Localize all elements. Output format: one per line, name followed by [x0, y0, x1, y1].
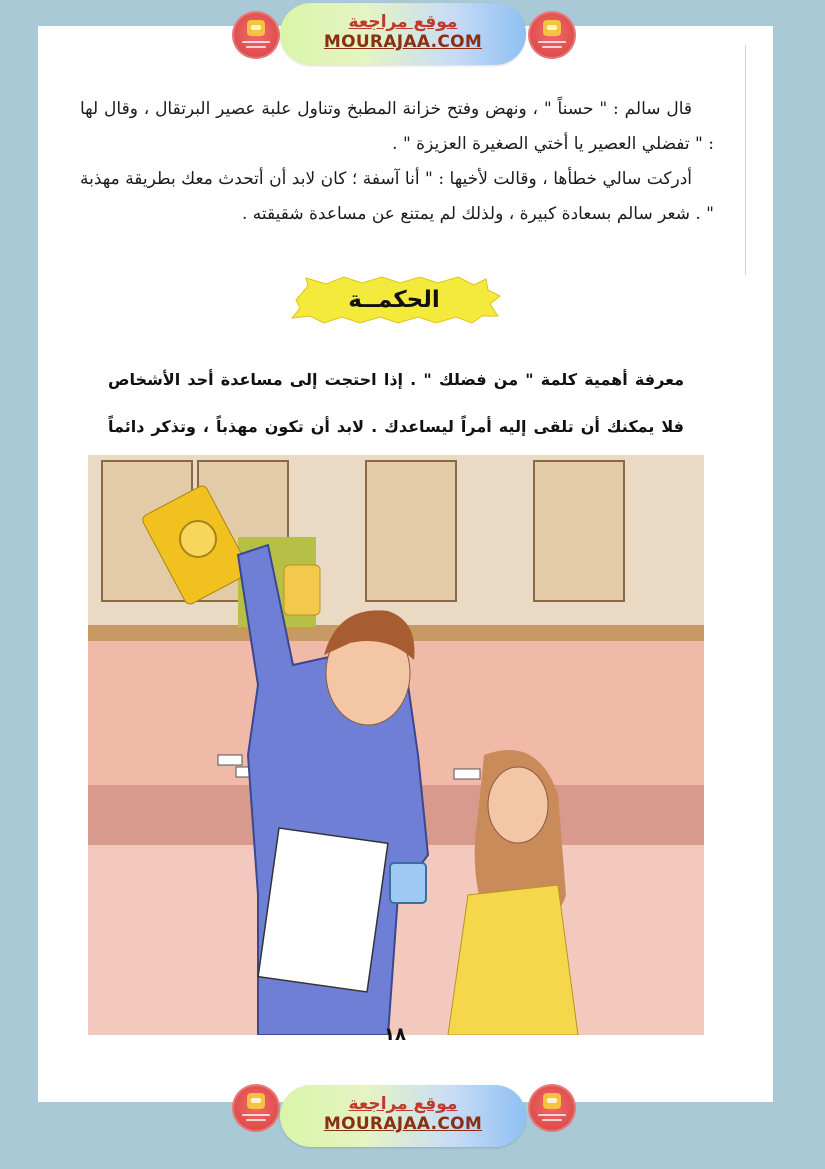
site-logo-left-top: [232, 11, 280, 59]
page-number: ١٨: [384, 1024, 406, 1045]
site-banner-top[interactable]: [280, 3, 526, 65]
story-paragraph-2: أدركت سالي خطأها ، وقالت لأخيها : " أنا آسفة ؛ كان لابد أن أتحدث معك بطريقة مهذبة " . شعر سالم بسعادة كبيرة ، ولذلك لم يمتنع عن مساعدة شقيقته .: [80, 169, 714, 224]
story-text: [80, 92, 714, 232]
banner-site-name: MOURAJAA.COM: [323, 1114, 483, 1134]
banner-arabic-text: موقع مراجعة: [348, 1094, 458, 1114]
site-logo-right-top: [528, 11, 576, 59]
story-paragraph-1: قال سالم : " حسناً " ، ونهض وفتح خزانة المطبخ وتناول علبة عصير البرتقال ، وقال لها : " تفضلي العصير يا أختي الصغيرة العزيزة " .: [80, 99, 714, 154]
banner-arabic-text: موقع مراجعة: [348, 12, 458, 32]
wisdom-title: الحكمــة: [348, 287, 440, 313]
site-logo-left-bottom: [232, 1084, 280, 1132]
kitchen-illustration: [88, 455, 704, 1035]
margin-rule: [745, 45, 746, 275]
site-logo-right-bottom: [528, 1084, 576, 1132]
banner-site-name: MOURAJAA.COM: [323, 32, 483, 52]
wisdom-text: معرفة أهمية كلمة " من فضلك " . إذا احتجت إلى مساعدة أحد الأشخاص فلا يمكنك أن تلقى إليه أمراً ليساعدك . لابد أن تكون مهذباً ، وتذكر دائماً: [108, 370, 684, 436]
site-banner-bottom[interactable]: [280, 1085, 526, 1147]
